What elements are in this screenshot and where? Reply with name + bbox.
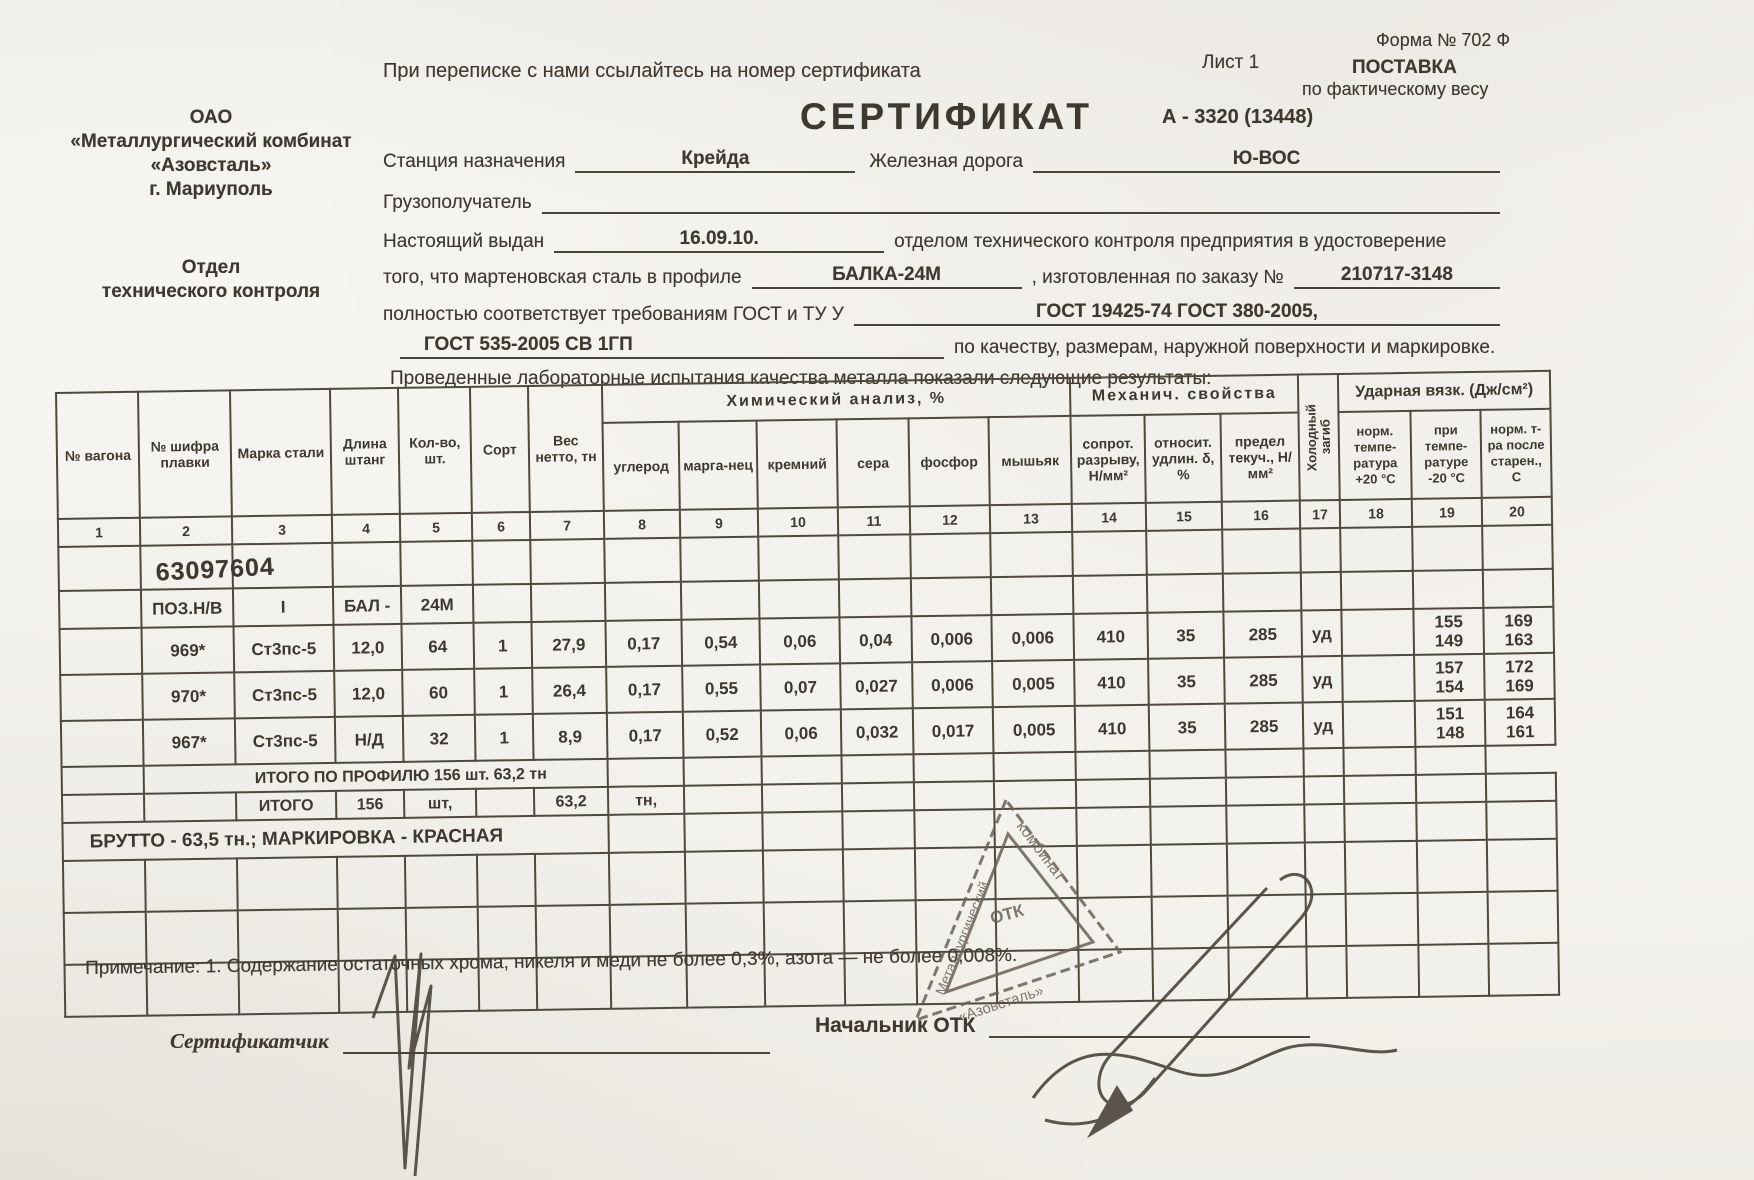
table-cell — [144, 792, 236, 821]
table-cell — [472, 540, 531, 585]
column-number: 10 — [758, 507, 838, 536]
table-cell: уд — [1301, 610, 1342, 657]
table-cell: тн, — [608, 786, 684, 815]
table-cell — [758, 535, 839, 580]
railway-label: Железная дорога — [869, 151, 1024, 172]
table-cell — [61, 720, 144, 767]
document-title: СЕРТИФИКАТ — [800, 96, 1094, 137]
col-header-phosphorus: фосфор — [908, 417, 989, 506]
table-cell — [473, 584, 532, 623]
table-cell: Ст3пс-5 — [234, 671, 335, 718]
table-cell: Н/Д — [335, 716, 404, 763]
table-cell — [1223, 573, 1302, 612]
department-line: технического контроля — [101, 281, 321, 302]
col-header-heat: № шифра плавки — [138, 390, 232, 517]
table-cell — [1486, 773, 1556, 802]
table-cell — [1341, 571, 1414, 610]
table-cell — [1487, 839, 1558, 892]
table-cell — [1304, 776, 1344, 805]
table-cell: 24М — [401, 585, 474, 624]
table-cell — [1418, 944, 1489, 997]
table-cell: 410 — [1075, 705, 1150, 752]
table-cell — [608, 814, 685, 853]
table-cell — [680, 537, 759, 582]
table-cell: 0,032 — [841, 708, 914, 755]
col-header-sort: Сорт — [470, 386, 530, 513]
issuer-line: ОАО — [189, 107, 233, 128]
column-number: 14 — [1072, 503, 1146, 532]
col-header-grade: Марка стали — [230, 389, 332, 516]
profile-label: того, что мартеновская сталь в профиле — [383, 267, 742, 288]
profile-value: БАЛКА-24М — [752, 264, 1022, 289]
table-cell: 32 — [403, 715, 476, 762]
table-cell: 0,06 — [759, 617, 840, 664]
table-cell — [145, 858, 238, 911]
station-value: Крейда — [575, 148, 855, 173]
table-cell: 0,17 — [605, 620, 682, 667]
table-cell — [337, 856, 406, 909]
table-cell — [1413, 570, 1484, 609]
table-cell — [1222, 529, 1301, 574]
table-cell — [63, 860, 146, 913]
table-cell — [1304, 804, 1345, 843]
otk-signature — [985, 862, 1405, 1162]
col-header-net-weight: Вес нетто, тн — [528, 385, 604, 512]
table-cell — [1344, 775, 1416, 804]
issuer-department — [52, 256, 370, 304]
col-header-impact-aged: норм. т-ра после старен., С — [1480, 409, 1551, 498]
table-cell — [1341, 609, 1414, 656]
table-cell — [911, 577, 992, 616]
column-number: 5 — [400, 513, 472, 542]
table-cell — [1073, 575, 1148, 614]
table-cell: БРУТТО - 63,5 тн.; МАРКИРОВКА - КРАСНАЯ — [62, 815, 609, 861]
table-cell — [684, 813, 763, 852]
table-cell — [608, 758, 684, 787]
table-cell — [1340, 527, 1413, 572]
table-cell — [1344, 803, 1417, 842]
column-number: 12 — [910, 505, 990, 534]
table-cell — [1300, 528, 1341, 573]
table-cell — [1225, 749, 1303, 778]
group-header-mechanical: Механич. свойства — [1070, 375, 1299, 416]
table-cell — [1342, 655, 1415, 702]
delivery-subtype: по фактическому весу — [1302, 79, 1489, 99]
table-cell: 0,54 — [681, 619, 760, 666]
table-cell — [759, 579, 840, 618]
form-number: Форма № 702 Ф — [1376, 30, 1511, 50]
issued-date-value: 16.09.10. — [554, 228, 884, 253]
table-cell — [913, 753, 993, 782]
table-cell — [1483, 569, 1554, 608]
table-cell: 35 — [1149, 704, 1226, 751]
table-cell: 1 — [474, 668, 533, 715]
issuer-line: «Азовсталь» — [150, 155, 272, 176]
col-header-cold-bend: Холодный загиб — [1298, 374, 1340, 501]
stamp-edge-right-text: комбинат — [1012, 818, 1069, 885]
column-number: 13 — [990, 504, 1072, 533]
table-cell: 26,4 — [532, 667, 607, 714]
table-cell — [1226, 777, 1304, 806]
table-cell — [684, 785, 762, 814]
table-cell: Ст3пс-5 — [233, 625, 334, 672]
table-cell — [332, 542, 401, 587]
column-number: 11 — [838, 506, 910, 535]
table-cell — [1417, 840, 1488, 893]
table-cell: 0,006 — [912, 661, 993, 708]
stamp-edge-left-text: Металлургический — [931, 879, 993, 998]
table-cell: 0,005 — [992, 660, 1075, 707]
table-cell: ПОЗ.Н/В — [141, 588, 234, 627]
table-cell: 967* — [143, 718, 236, 765]
table-cell: 0,17 — [607, 712, 684, 759]
table-cell: 157 154 — [1414, 654, 1485, 701]
station-label: Станция назначения — [383, 151, 566, 172]
column-number: 17 — [1300, 500, 1340, 529]
order-label: , изготовленная по заказу № — [1031, 267, 1284, 288]
table-cell: 1 — [473, 622, 532, 669]
column-number: 20 — [1482, 497, 1552, 526]
table-cell — [604, 538, 681, 583]
table-cell — [1412, 526, 1483, 571]
table-cell: 0,07 — [760, 663, 841, 710]
table-cell — [1344, 747, 1416, 776]
table-cell: 63,2 — [534, 787, 608, 816]
consignee-label: Грузополучатель — [383, 192, 532, 213]
stamp-edge-bottom-text: «Азовсталь» — [955, 982, 1046, 1026]
group-header-impact: Ударная вязк. (Дж/см²) — [1338, 371, 1551, 412]
col-header-wagon: № вагона — [56, 392, 140, 519]
table-cell — [60, 628, 143, 675]
railway-value: Ю-ВОС — [1033, 148, 1500, 173]
col-header-length: Длина штанг — [330, 388, 400, 515]
table-cell — [1418, 892, 1489, 945]
column-number: 3 — [232, 515, 332, 544]
table-cell: 285 — [1225, 703, 1304, 750]
issued-suffix: отделом технического контроля предприятия в удостоверение — [894, 231, 1447, 252]
table-cell — [1416, 774, 1486, 803]
table-cell — [762, 783, 842, 812]
col-header-manganese: марга-нец — [679, 421, 758, 510]
column-number: 1 — [58, 518, 140, 547]
table-cell — [1072, 531, 1147, 576]
issuer-line: «Металлургический комбинат — [70, 131, 352, 152]
table-cell — [531, 583, 606, 622]
table-cell: 0,006 — [991, 614, 1074, 661]
col-header-yield: предел текуч., Н/мм² — [1221, 413, 1300, 502]
certifier-label: Сертификатчик — [170, 1029, 329, 1053]
table-cell — [838, 534, 911, 579]
table-cell — [400, 541, 473, 586]
table-cell: 285 — [1223, 611, 1302, 658]
gost-suffix: по качеству, размерам, наружной поверхности и маркировке. — [954, 337, 1496, 358]
table-cell: ИТОГО — [236, 791, 336, 820]
table-cell — [62, 794, 144, 823]
field-row-gost2 — [400, 334, 1500, 359]
col-header-tensile: сопрот. разрыву, Н/мм² — [1071, 415, 1146, 504]
col-header-qty: Кол-во, шт. — [398, 387, 472, 514]
lab-results-note: Проведенные лабораторные испытания качества металла показали следующие результаты: — [390, 368, 1212, 389]
table-cell: 12,0 — [334, 670, 403, 717]
column-number: 16 — [1222, 501, 1300, 530]
table-cell — [62, 766, 144, 795]
issuer-block — [52, 106, 370, 202]
table-cell: 0,52 — [683, 711, 762, 758]
table-cell — [910, 533, 991, 578]
department-line: Отдел — [181, 257, 241, 278]
table-cell — [683, 757, 761, 786]
table-cell — [1301, 572, 1342, 611]
table-cell: 285 — [1224, 657, 1303, 704]
issuer-line: г. Мариуполь — [149, 179, 273, 200]
table-cell: 35 — [1148, 658, 1225, 705]
col-header-impact-plus20: норм. темпе-ратура +20 °С — [1339, 411, 1412, 500]
table-cell: шт, — [404, 789, 476, 818]
column-number: 7 — [530, 511, 604, 540]
table-cell — [991, 576, 1074, 615]
col-header-impact-minus20: при темпе-ратуре -20 °С — [1411, 410, 1482, 499]
table-cell — [1226, 805, 1305, 844]
column-number: 18 — [1340, 499, 1412, 528]
table-cell — [839, 578, 912, 617]
heat-number-handwritten: 63097604 — [155, 552, 276, 587]
correspondence-note: При переписке с нами ссылайтесь на номер сертификата — [383, 60, 921, 82]
column-number: 4 — [332, 514, 400, 543]
table-cell: 155 149 — [1413, 608, 1484, 655]
footnote: Примечание: 1. Содержание остаточных хрома, никеля и меди не более 0,3%, азота — не более 0,008%. — [85, 944, 1018, 979]
field-row-profile — [383, 264, 1500, 289]
table-cell: 0,04 — [839, 616, 912, 663]
table-cell — [609, 852, 686, 905]
table-cell — [535, 853, 610, 906]
col-header-silicon: кремний — [757, 419, 838, 508]
table-cell: 172 169 — [1484, 653, 1555, 700]
column-number: 6 — [472, 512, 530, 541]
table-cell — [477, 854, 536, 907]
col-header-elongation: относит. удлин. δ, % — [1145, 414, 1222, 503]
table-cell: 169 163 — [1483, 607, 1554, 654]
table-cell: уд — [1302, 656, 1343, 703]
column-number: 15 — [1146, 502, 1222, 531]
table-cell — [1415, 746, 1485, 775]
table-cell — [237, 857, 338, 910]
gost-value-2: ГОСТ 535-2005 СВ 1ГП — [400, 334, 944, 359]
stamp-center-text: ОТК — [988, 900, 1026, 928]
column-number: 8 — [604, 510, 680, 539]
column-number: 9 — [680, 509, 758, 538]
table-cell: Ст3пс-5 — [235, 717, 336, 764]
table-cell — [1488, 891, 1559, 944]
table-cell — [1147, 574, 1224, 613]
table-cell: 27,9 — [531, 621, 606, 668]
table-cell: 8,9 — [533, 713, 608, 760]
column-number: 2 — [140, 516, 232, 545]
table-cell: I — [233, 587, 334, 626]
table-cell — [1150, 806, 1227, 845]
table-cell: 156 — [336, 790, 404, 819]
table-cell — [59, 590, 142, 629]
table-cell — [1482, 525, 1553, 570]
table-cell: 0,06 — [761, 709, 842, 756]
field-row-station — [383, 148, 1500, 173]
table-cell — [58, 546, 141, 591]
table-cell — [681, 581, 760, 620]
table-cell: 35 — [1147, 612, 1224, 659]
table-cell — [530, 539, 605, 584]
table-cell: 969* — [142, 626, 235, 673]
sheet-number: Лист 1 — [1202, 52, 1260, 73]
table-cell — [685, 851, 764, 904]
order-value: 210717-3148 — [1294, 264, 1500, 289]
otk-label: Начальник ОТК — [815, 1014, 976, 1037]
table-cell: 410 — [1073, 613, 1148, 660]
table-cell — [990, 532, 1073, 577]
table-cell — [476, 788, 534, 817]
table-cell — [1150, 750, 1226, 779]
table-cell — [761, 755, 841, 784]
table-cell — [1146, 530, 1223, 575]
field-row-consignee — [383, 192, 1500, 214]
table-cell: 410 — [1074, 659, 1149, 706]
table-cell: БАЛ - — [333, 586, 402, 625]
table-cell — [762, 811, 843, 850]
table-cell: 60 — [402, 669, 475, 716]
gost-label: полностью соответствует требованиям ГОСТ и ТУ У — [383, 304, 844, 325]
table-cell — [1150, 778, 1226, 807]
consignee-value — [542, 211, 1500, 214]
table-cell: ИТОГО ПО ПРОФИЛЮ 156 шт. 63,2 тн — [144, 759, 608, 794]
table-cell — [60, 674, 143, 721]
table-cell — [1486, 801, 1557, 840]
table-cell: 0,027 — [840, 662, 913, 709]
table-cell — [993, 752, 1075, 781]
col-header-arsenic: мышьяк — [988, 416, 1071, 505]
certificate-number: А - 3320 (13448) — [1162, 106, 1314, 128]
table-cell: 64 — [401, 623, 474, 670]
table-cell: 0,005 — [993, 706, 1076, 753]
table-cell — [1343, 701, 1416, 748]
table-cell: 1 — [475, 714, 534, 761]
table-cell — [405, 855, 478, 908]
table-cell: 970* — [142, 672, 235, 719]
table-cell: 12,0 — [333, 624, 402, 671]
column-number: 19 — [1412, 498, 1482, 527]
table-cell — [763, 849, 844, 902]
table-cell — [1076, 751, 1150, 780]
gost-value: ГОСТ 19425-74 ГОСТ 380-2005, — [854, 301, 1500, 326]
table-cell — [1488, 943, 1559, 996]
table-cell — [841, 754, 913, 783]
table-cell: 164 161 — [1485, 699, 1556, 746]
table-cell — [605, 582, 682, 621]
field-row-issued — [383, 228, 1500, 253]
table-cell — [1416, 802, 1487, 841]
group-header-chemical: Химический анализ, % — [602, 378, 1071, 423]
table-cell: 0,17 — [606, 666, 683, 713]
certifier-signature — [345, 948, 475, 1180]
delivery-type: ПОСТАВКА — [1352, 57, 1457, 78]
issued-label: Настоящий выдан — [383, 231, 545, 252]
table-cell — [1304, 748, 1344, 777]
col-header-sulfur: сера — [836, 418, 909, 507]
table-cell: 0,55 — [682, 665, 761, 712]
field-row-gost — [383, 301, 1500, 326]
table-cell: 151 148 — [1415, 700, 1486, 747]
col-header-carbon: углерод — [603, 422, 680, 511]
table-cell: 0,017 — [913, 707, 994, 754]
table-cell: уд — [1303, 702, 1344, 749]
table-cell — [764, 901, 845, 954]
table-cell: 0,006 — [911, 615, 992, 662]
